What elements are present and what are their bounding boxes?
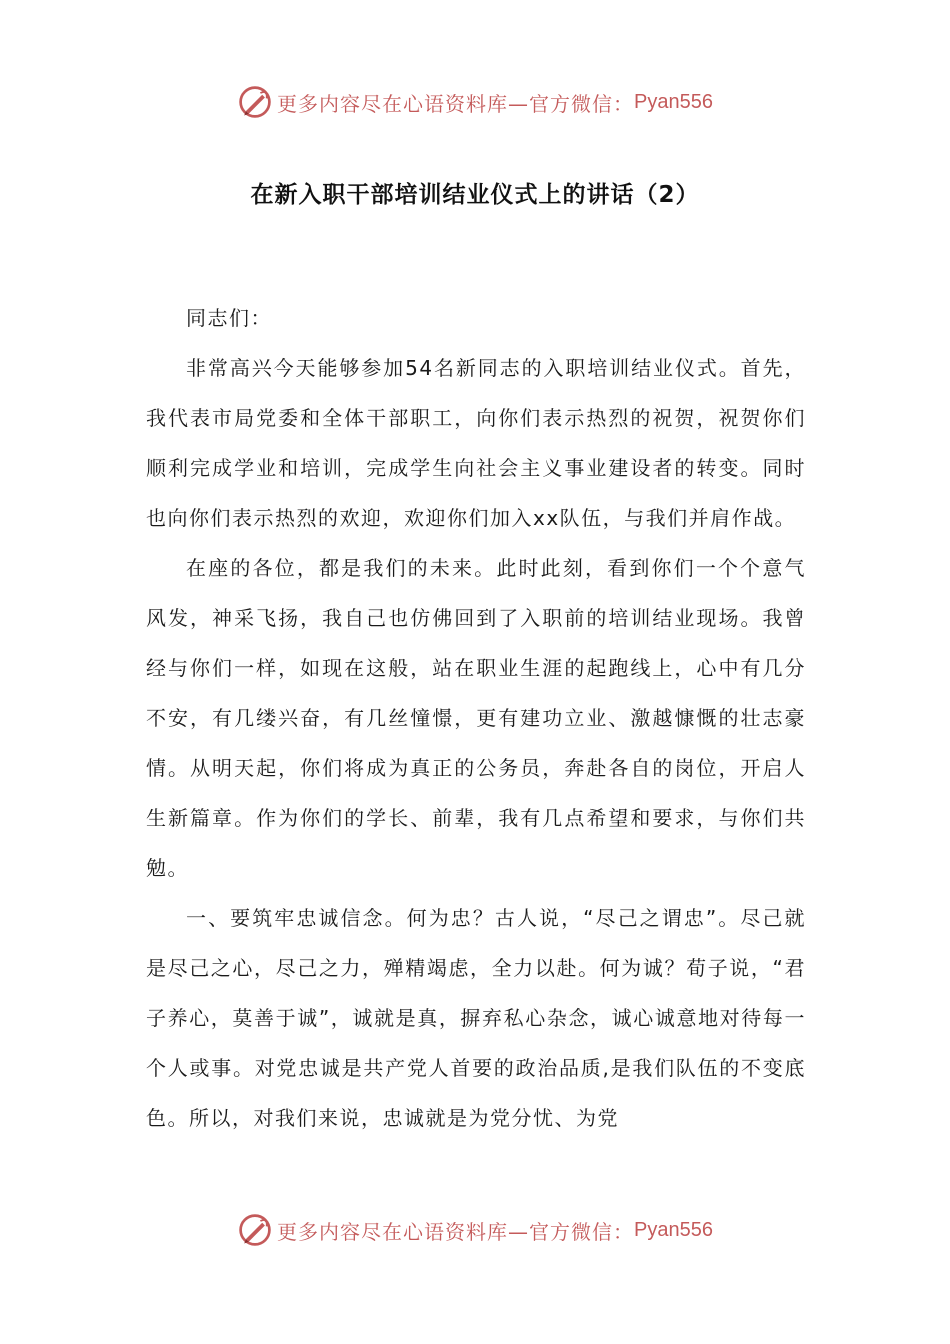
- pen-logo-icon: [237, 1212, 273, 1248]
- paragraph-1: 非常高兴今天能够参加54名新同志的入职培训结业仪式。首先，我代表市局党委和全体干部职工，向你们表示热烈的祝贺，祝贺你们顺利完成学业和培训，完成学生向社会主义事业建设者的转变。同时也向你们表示热烈的欢迎，欢迎你们加入xx队伍，与我们并肩作战。: [146, 356, 806, 530]
- paragraph-2: 在座的各位，都是我们的未来。此时此刻，看到你们一个个意气风发，神采飞扬，我自己也仿佛回到了入职前的培训结业现场。我曾经与你们一样，如现在这般，站在职业生涯的起跑线上，心中有几分不安，有几缕兴奋，有几丝憧憬，更有建功立业、激越慷慨的壮志豪情。从明天起，你们将成为真正的公务员，奔赴各自的岗位，开启人生新篇章。作为你们的学长、前辈，我有几点希望和要求，与你们共勉。: [146, 556, 806, 880]
- banner-wechat-id: Pyan556: [634, 90, 713, 113]
- document-title: 在新入职干部培训结业仪式上的讲话（2）: [250, 182, 700, 208]
- salutation: 同志们：: [186, 306, 272, 330]
- banner-text: 更多内容尽在心语资料库—官方微信：: [277, 91, 635, 116]
- banner-wechat-id: Pyan556: [634, 1218, 713, 1241]
- paragraph-3: 一、要筑牢忠诚信念。何为忠？古人说，“尽己之谓忠”。尽己就是尽己之心，尽己之力，殚精竭虑，全力以赴。何为诚？荀子说，“君子养心，莫善于诚”，诚就是真，摒弃私心杂念，诚心诚意地对待每一个人或事。对党忠诚是共产党人首要的政治品质,是我们队伍的不变底色。所以，对我们来说，忠诚就是为党分忧、为党: [146, 906, 806, 1130]
- footer-watermark-banner: [0, 1210, 950, 1250]
- document-body: [146, 293, 806, 1143]
- banner-text: 更多内容尽在心语资料库—官方微信：: [277, 1219, 635, 1244]
- pen-logo-icon: [237, 84, 273, 120]
- header-watermark-banner: [0, 82, 950, 122]
